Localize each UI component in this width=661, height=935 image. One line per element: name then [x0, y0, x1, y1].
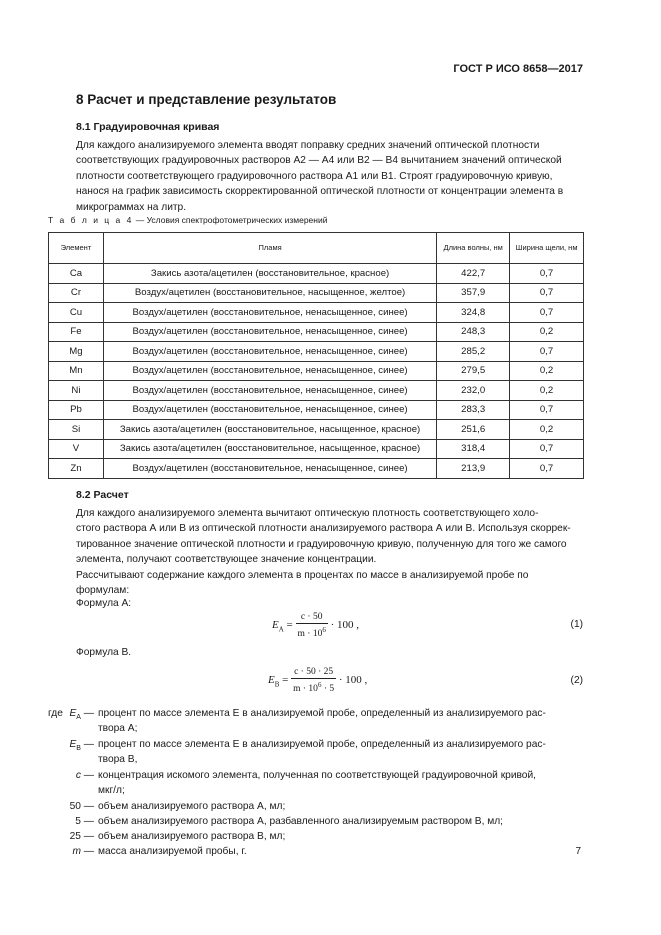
cell-slit: 0,7: [510, 459, 584, 479]
cell-slit: 0,7: [510, 303, 584, 323]
symbol-dash: —: [80, 816, 94, 827]
paragraph-line: формулам:: [76, 585, 130, 597]
formula-b-tail: · 100 ,: [338, 674, 368, 687]
cell-element: Zn: [49, 459, 104, 479]
table-row: [49, 420, 584, 440]
description-line: процент по массе элемента E в анализируемой пробе, определенный из анализируемого рас-: [98, 739, 546, 750]
cell-flame: Закись азота/ацетилен (восстановительное, красное): [103, 264, 436, 284]
cell-wavelength: 357,9: [437, 283, 510, 303]
cell-element: Mg: [49, 342, 104, 362]
cell-flame: Закись азота/ацетилен (восстановительное, насыщенное, красное): [103, 439, 436, 459]
cell-element: Ca: [49, 264, 104, 284]
formula-b: [268, 666, 367, 695]
formula-a-number: (1): [570, 619, 583, 630]
table-caption: [48, 215, 327, 225]
cell-wavelength: 251,6: [437, 420, 510, 440]
description-line: процент по массе элемента E в анализируемой пробе, определенный из анализируемого рас-: [98, 708, 546, 719]
symbol-text: c: [75, 770, 81, 781]
paragraph-line: соответствующих градуировочных растворов А2 — А4 или В2 — В4 вычитанием значений оптической: [76, 155, 562, 167]
cell-slit: 0,2: [510, 381, 584, 401]
formula-b-lhs: E: [268, 674, 275, 687]
where-description: [98, 768, 583, 799]
formula-b-den-tail: · 5: [321, 684, 335, 695]
paragraph-line: плотности соответствующего градуировочного раствора А1 или В1. Строят градуировочную кривую,: [76, 170, 553, 182]
formula-a-den-base: m · 10: [297, 629, 323, 640]
formula-a-lhs-sub: A: [278, 625, 284, 634]
table-row: [49, 283, 584, 303]
formula-b-denominator: [291, 679, 336, 695]
symbol-dash: —: [80, 801, 94, 812]
header-wavelength: Длина волны, нм: [437, 233, 510, 264]
where-symbol: [64, 706, 94, 725]
description-line: мкг/л;: [98, 785, 125, 797]
where-description: масса анализируемой пробы, г.: [98, 846, 247, 857]
formula-a-lhs: E: [272, 619, 279, 632]
cell-flame: Воздух/ацетилен (восстановительное, ненасыщенное, синее): [103, 381, 436, 401]
cell-element: Ni: [49, 381, 104, 401]
formula-b-label: Формула В.: [76, 647, 132, 658]
cell-flame: Воздух/ацетилен (восстановительное, ненасыщенное, синее): [103, 459, 436, 479]
formula-b-eq: =: [282, 674, 289, 687]
symbol-text: E: [69, 708, 77, 719]
table-row: [49, 439, 584, 459]
cell-wavelength: 318,4: [437, 439, 510, 459]
formula-b-den-exp: 6: [317, 681, 322, 689]
formula-a-label: Формула А:: [76, 598, 132, 609]
symbol-sub: B: [76, 745, 81, 753]
section-8-1-title: 8.1 Градуировочная кривая: [76, 121, 220, 133]
cell-slit: 0,2: [510, 322, 584, 342]
where-symbol: [64, 737, 94, 756]
cell-wavelength: 248,3: [437, 322, 510, 342]
table-row: [49, 361, 584, 381]
cell-element: Cu: [49, 303, 104, 323]
cell-wavelength: 283,3: [437, 400, 510, 420]
paragraph-line: Для каждого анализируемого элемента вычитают оптическую плотность соответствующего холо-: [76, 508, 539, 519]
description-line: твора В,: [98, 754, 138, 766]
paragraph-line: стого раствора А или В из оптической плотности анализируемого раствора А или В. Используя скоррек-: [76, 523, 571, 535]
table-row: [49, 264, 584, 284]
cell-element: Si: [49, 420, 104, 440]
formula-a-denominator: [296, 624, 328, 640]
cell-flame: Воздух/ацетилен (восстановительное, насыщенное, желтое): [103, 283, 436, 303]
where-description: объем анализируемого раствора А, разбавленного анализируемым раствором В, мл;: [98, 816, 504, 827]
cell-element: Fe: [49, 322, 104, 342]
table-row: [49, 381, 584, 401]
symbol-text: 50: [69, 801, 81, 812]
cell-wavelength: 285,2: [437, 342, 510, 362]
section-8-title: 8 Расчет и представление результатов: [76, 92, 337, 107]
where-description: объем анализируемого раствора А, мл;: [98, 801, 286, 812]
cell-wavelength: 279,5: [437, 361, 510, 381]
symbol-text: 5: [75, 816, 81, 827]
formula-b-den-base: m · 10: [293, 684, 318, 695]
paragraph-line: Рассчитывают содержание каждого элемента в процентах по массе в анализируемой пробе по: [76, 570, 529, 581]
cell-slit: 0,7: [510, 400, 584, 420]
where-symbol: [54, 814, 94, 829]
paragraph-line: микрограммах на литр.: [76, 201, 187, 213]
formula-a-fraction: [296, 611, 328, 640]
formula-b-fraction: [291, 666, 336, 695]
cell-slit: 0,7: [510, 439, 584, 459]
description-line: твора А;: [98, 723, 138, 735]
formula-b-numerator: c · 50 · 25: [291, 666, 336, 679]
cell-element: V: [49, 439, 104, 459]
formula-a-numerator: c · 50: [296, 611, 328, 624]
paragraph-line: Для каждого анализируемого элемента вводят поправку средних значений оптической плотности: [76, 140, 540, 151]
symbol-dash: —: [80, 708, 94, 719]
page-number: 7: [575, 846, 581, 857]
paragraph-line: тированное значение оптической плотности и градуировочную кривую, полученную для того же самого: [76, 538, 567, 550]
cell-flame: Воздух/ацетилен (восстановительное, ненасыщенное, синее): [103, 400, 436, 420]
cell-flame: Воздух/ацетилен (восстановительное, ненасыщенное, синее): [103, 342, 436, 362]
cell-wavelength: 324,8: [437, 303, 510, 323]
table-header-row: [49, 233, 584, 264]
table-row: [49, 303, 584, 323]
cell-flame: Воздух/ацетилен (восстановительное, ненасыщенное, синее): [103, 322, 436, 342]
paragraph-line: элемента, получают соответствующее значение концентрации.: [76, 554, 377, 566]
cell-slit: 0,2: [510, 361, 584, 381]
symbol-dash: —: [80, 739, 94, 750]
cell-element: Mn: [49, 361, 104, 381]
symbol-text: E: [69, 739, 77, 750]
cell-wavelength: 422,7: [437, 264, 510, 284]
cell-slit: 0,7: [510, 264, 584, 284]
symbol-text: m: [72, 846, 81, 857]
section-8-2-paragraph-2: [76, 568, 583, 599]
table-row: [49, 342, 584, 362]
symbol-sub: A: [76, 714, 81, 722]
table-caption-text: — Условия спектрофотометрических измерений: [133, 215, 328, 225]
where-description: [98, 737, 583, 768]
description-line: концентрация искомого элемента, полученная по соответствующей градуировочной кривой,: [98, 770, 536, 781]
paragraph-line: нанося на график зависимость скорректированной оптической плотности от концентрации элемента в: [76, 186, 564, 198]
formula-a-den-exp: 6: [322, 626, 326, 634]
symbol-dash: —: [80, 770, 94, 781]
table-caption-label: Т а б л и ц а 4: [48, 215, 134, 225]
formula-a: [272, 611, 359, 640]
cell-flame: Воздух/ацетилен (восстановительное, ненасыщенное, синее): [103, 303, 436, 323]
where-description: [98, 706, 583, 737]
where-symbol: [54, 829, 94, 844]
header-slit-width: Ширина щели, нм: [510, 233, 584, 264]
where-symbol: [64, 768, 94, 783]
table-row: [49, 459, 584, 479]
cell-wavelength: 232,0: [437, 381, 510, 401]
table-row: [49, 322, 584, 342]
formula-b-number: (2): [570, 675, 583, 686]
formula-a-eq: =: [286, 619, 293, 632]
cell-flame: Закись азота/ацетилен (восстановительное, насыщенное, красное): [103, 420, 436, 440]
where-symbol: [54, 844, 94, 859]
symbol-text: 25: [69, 831, 81, 842]
cell-slit: 0,2: [510, 420, 584, 440]
cell-flame: Воздух/ацетилен (восстановительное, ненасыщенное, синее): [103, 361, 436, 381]
where-symbol: [54, 799, 94, 814]
section-8-2-title: 8.2 Расчет: [76, 489, 129, 501]
document-code: ГОСТ Р ИСО 8658—2017: [453, 63, 583, 75]
formula-a-tail: · 100 ,: [330, 619, 359, 632]
section-8-2-paragraph-1: [76, 506, 583, 568]
cell-wavelength: 213,9: [437, 459, 510, 479]
cell-slit: 0,7: [510, 342, 584, 362]
header-flame: Пламя: [103, 233, 436, 264]
table-row: [49, 400, 584, 420]
header-element: Элемент: [49, 233, 104, 264]
measurement-conditions-table: [48, 232, 584, 479]
where-prefix: где: [48, 708, 63, 719]
cell-element: Cr: [49, 283, 104, 303]
cell-element: Pb: [49, 400, 104, 420]
symbol-dash: —: [80, 831, 94, 842]
symbol-dash: —: [80, 846, 94, 857]
section-8-1-paragraph: [76, 138, 583, 215]
where-description: объем анализируемого раствора В, мл;: [98, 831, 286, 842]
cell-slit: 0,7: [510, 283, 584, 303]
formula-b-lhs-sub: B: [274, 680, 280, 689]
